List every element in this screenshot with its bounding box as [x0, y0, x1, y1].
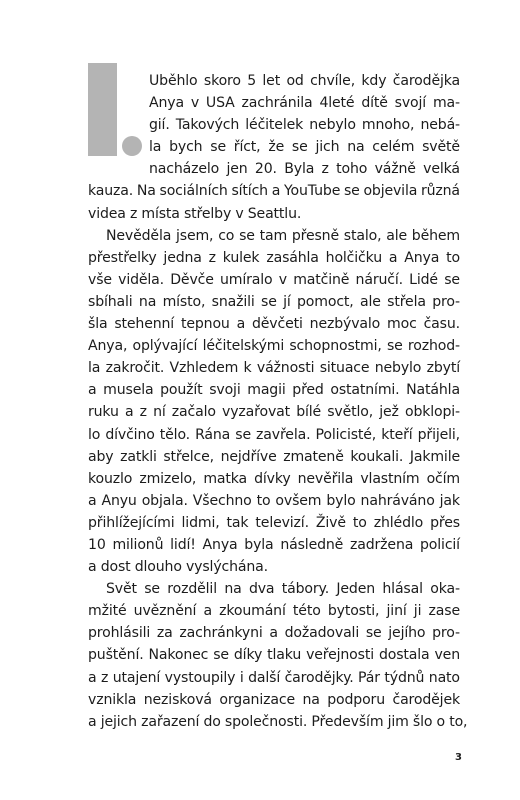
text-line — [88, 689, 460, 711]
word: co — [218, 227, 235, 244]
word: ale — [360, 293, 381, 310]
word: sítích — [231, 183, 268, 200]
word: se — [291, 139, 308, 156]
word: děvčeti — [251, 316, 303, 333]
word: jí — [283, 293, 291, 310]
word: i — [239, 669, 244, 686]
word: bych — [169, 139, 203, 156]
word: gií. — [149, 117, 170, 134]
word: a — [88, 669, 97, 686]
word: a — [271, 183, 281, 200]
word: musela — [103, 382, 154, 399]
text-line — [88, 114, 460, 136]
word: vyslýchána. — [185, 559, 268, 576]
word: vyzařovat — [222, 404, 291, 421]
text-line — [88, 158, 460, 180]
text-line — [88, 247, 460, 269]
word: čarodějka — [392, 73, 460, 89]
word: zmateně — [283, 448, 344, 465]
word: náručí. — [355, 271, 403, 288]
word: svoji — [209, 382, 241, 399]
word: místo, — [162, 293, 206, 310]
word: z — [208, 249, 216, 266]
word: jejich — [100, 713, 137, 730]
word: dva — [248, 581, 275, 598]
word: dlouho — [134, 559, 182, 576]
word: byla — [244, 536, 274, 553]
word: la — [149, 139, 162, 156]
text-line — [88, 424, 460, 446]
word: lo — [88, 426, 101, 443]
word: očím — [426, 470, 460, 487]
word: z — [321, 161, 329, 178]
word: milionů — [112, 536, 164, 553]
word: na — [347, 139, 365, 156]
word: jež — [379, 404, 399, 421]
word: z — [129, 205, 138, 222]
text-line — [88, 225, 460, 247]
word: na — [224, 581, 242, 598]
word: Na — [136, 183, 156, 200]
word: Nevěděla — [106, 227, 172, 244]
word: mžité — [88, 603, 127, 620]
word: vlastním — [360, 470, 420, 487]
word: 10 — [88, 536, 106, 553]
word: nacházelo — [149, 161, 220, 178]
word: vážnosti — [256, 360, 315, 377]
word: léčitelek — [245, 117, 304, 134]
text-line — [88, 622, 460, 644]
word: a — [124, 404, 134, 421]
word: dostala — [378, 647, 430, 664]
word: přes — [430, 514, 460, 531]
word: říct, — [233, 139, 261, 156]
word: o — [436, 713, 446, 730]
word: zmizelo, — [139, 470, 197, 487]
word: se — [213, 647, 229, 664]
word: rozhod- — [407, 338, 460, 355]
word: kdy — [361, 73, 387, 89]
word: nezbývalo — [309, 316, 381, 333]
word: Děvče — [170, 271, 214, 288]
word: zbytí — [426, 360, 460, 377]
word: času. — [423, 316, 460, 333]
word: že — [268, 139, 285, 156]
word: ma- — [432, 95, 460, 112]
word: světlo, — [327, 404, 374, 421]
word: USA — [205, 95, 235, 112]
word: Anya — [404, 249, 440, 266]
word: toho — [336, 161, 368, 178]
word: nejdříve — [220, 448, 277, 465]
word: Takových — [175, 117, 240, 134]
word: matka — [203, 470, 248, 487]
word: prohlásili — [88, 625, 151, 642]
word: nebylo — [309, 117, 356, 134]
word: střelce, — [163, 448, 214, 465]
word: objala. — [141, 492, 188, 509]
word: aby — [88, 448, 114, 465]
text-line — [88, 644, 460, 666]
text-line — [88, 556, 460, 578]
word: světě — [422, 139, 460, 156]
word: Anyu — [101, 492, 137, 509]
word: veřejnosti — [306, 647, 374, 664]
word: vše — [88, 271, 112, 288]
word: holčičku — [325, 249, 383, 266]
word: a — [88, 559, 97, 576]
word: od — [286, 73, 304, 89]
word: 20. — [254, 161, 277, 178]
word: společnosti. — [224, 713, 308, 730]
word: oka- — [430, 581, 460, 598]
word: Svět — [106, 581, 137, 598]
word: Jeden — [336, 581, 376, 598]
word: Seattlu. — [247, 205, 302, 222]
word: na — [302, 691, 320, 708]
word: uvěznění — [133, 603, 197, 620]
word: jim — [387, 713, 409, 730]
text-line — [88, 711, 468, 733]
word: díky — [233, 647, 263, 664]
word: koukali. — [350, 448, 404, 465]
word: YouTube — [283, 183, 341, 200]
word: jich — [315, 139, 340, 156]
word: čarodějek — [392, 691, 460, 708]
word: zasáhla — [266, 249, 319, 266]
word: nebá- — [420, 117, 460, 134]
word: organizace — [219, 691, 295, 708]
word: v — [235, 205, 244, 222]
word: přestřelky — [88, 249, 157, 266]
text-line — [88, 401, 460, 423]
word: umíralo — [220, 271, 273, 288]
word: Všechno — [192, 492, 252, 509]
word: bylo — [326, 492, 356, 509]
word: této — [292, 603, 321, 620]
word: na — [138, 293, 157, 310]
word: matčině — [293, 271, 350, 288]
word: la — [88, 360, 101, 377]
word: se — [235, 426, 251, 443]
word: a — [88, 382, 97, 399]
word: zhlédlo — [373, 514, 424, 531]
text-line — [88, 70, 460, 92]
text-line — [88, 203, 460, 225]
word: ven — [434, 647, 460, 664]
word: stehenní — [114, 316, 175, 333]
word: puštění. — [88, 647, 144, 664]
word: z — [139, 404, 147, 421]
text-line — [88, 534, 460, 556]
word: nevěřila — [297, 470, 354, 487]
word: Především — [311, 713, 384, 730]
word: do — [203, 713, 221, 730]
word: během — [411, 227, 460, 244]
word: situace — [319, 360, 370, 377]
word: mnoho, — [361, 117, 415, 134]
word: zatkli — [120, 448, 157, 465]
word: 4leté — [319, 95, 355, 112]
word: jiní — [386, 603, 407, 620]
word: nato — [428, 669, 460, 686]
word: se — [365, 625, 382, 642]
text-line — [88, 667, 460, 689]
word: hlásal — [382, 581, 423, 598]
word: Uběhlo — [149, 73, 198, 89]
word: nebylo — [374, 360, 422, 377]
word: zkoumání — [219, 603, 286, 620]
word: utajení — [112, 669, 161, 686]
word: z — [100, 669, 109, 686]
word: kouzlo — [88, 470, 133, 487]
text-line — [88, 578, 460, 600]
word: televizí. — [255, 514, 309, 531]
text-line — [88, 180, 460, 202]
word: léčitelskými — [202, 338, 285, 355]
word: ruku — [88, 404, 119, 421]
text-line — [88, 92, 460, 114]
text-line — [88, 490, 460, 512]
word: vystoupily — [164, 669, 236, 686]
word: moc — [387, 316, 417, 333]
text-line — [88, 136, 460, 158]
word: objevila — [363, 183, 418, 200]
word: Byla — [284, 161, 315, 178]
word: Natáhla — [406, 382, 460, 399]
word: zachránkyni — [179, 625, 263, 642]
word: sociálních — [159, 183, 228, 200]
word: před — [292, 382, 324, 399]
text-line — [88, 600, 460, 622]
word: to — [352, 514, 367, 531]
word: ní — [153, 404, 166, 421]
word: místa — [141, 205, 180, 222]
word: přesně — [291, 227, 339, 244]
word: pro- — [432, 625, 460, 642]
word: různá — [420, 183, 460, 200]
word: jsem, — [176, 227, 214, 244]
word: se — [261, 293, 277, 310]
word: Pár — [358, 669, 380, 686]
word: Nakonec — [148, 647, 209, 664]
text-line — [88, 269, 460, 291]
word: ostatními. — [330, 382, 400, 399]
text-line — [88, 313, 460, 335]
word: dívky — [254, 470, 291, 487]
page-number: 3 — [455, 752, 462, 763]
word: nezisková — [143, 691, 212, 708]
word: pomoct, — [297, 293, 354, 310]
word: zakročit. — [105, 360, 165, 377]
word: ovšem — [275, 492, 322, 509]
word: snažili — [211, 293, 255, 310]
text-line — [88, 468, 460, 490]
word: videa — [88, 205, 126, 222]
word: dítě — [361, 95, 388, 112]
word: v — [190, 95, 200, 112]
word: obklopi- — [404, 404, 460, 421]
word: Anya — [149, 95, 184, 112]
word: skoro — [203, 73, 241, 89]
word: Rána — [195, 426, 231, 443]
word: následně — [280, 536, 344, 553]
word: jen — [226, 161, 248, 178]
word: tak — [226, 514, 249, 531]
word: v — [278, 271, 287, 288]
word: viděla. — [118, 271, 164, 288]
word: bytosti, — [327, 603, 380, 620]
word: 5 — [247, 73, 257, 89]
word: Živě — [315, 514, 346, 531]
word: a — [88, 713, 97, 730]
text-line — [88, 291, 460, 313]
word: zadržena — [350, 536, 414, 553]
word: Policisté, — [315, 426, 377, 443]
word: vážně — [374, 161, 416, 178]
word: stalo, — [343, 227, 382, 244]
word: a — [236, 316, 246, 333]
word: policií — [420, 536, 460, 553]
word: lidmi, — [181, 514, 220, 531]
word: tlaku — [267, 647, 302, 664]
word: kulek — [222, 249, 260, 266]
word: se — [210, 139, 226, 156]
word: přijeli, — [417, 426, 460, 443]
text-line — [88, 379, 460, 401]
word: dost — [100, 559, 131, 576]
word: kteří — [381, 426, 413, 443]
word: jedna — [163, 249, 202, 266]
word: střela — [387, 293, 426, 310]
word: použít — [160, 382, 203, 399]
word: magii — [247, 382, 286, 399]
word: kauza. — [88, 183, 134, 200]
word: jak — [439, 492, 460, 509]
text-line — [88, 335, 460, 357]
word: zachránila — [241, 95, 313, 112]
word: let — [262, 73, 281, 89]
word: to, — [449, 713, 468, 730]
word: střelby — [183, 205, 232, 222]
text-line — [88, 357, 460, 379]
word: se — [444, 271, 460, 288]
word: pro- — [432, 293, 460, 310]
word: Anya — [202, 536, 238, 553]
word: tepnou — [180, 316, 230, 333]
word: ji — [413, 603, 422, 620]
word: dívčino — [105, 426, 155, 443]
word: Vzhledem — [169, 360, 239, 377]
word: za — [156, 625, 173, 642]
word: zase — [428, 603, 460, 620]
word: podporu — [327, 691, 385, 708]
word: Jakmile — [409, 448, 460, 465]
word: šlo — [412, 713, 433, 730]
word: sbíhali — [88, 293, 133, 310]
word: a — [203, 603, 212, 620]
word: se — [343, 183, 360, 200]
word: se — [144, 581, 160, 598]
word: zařazení — [141, 713, 200, 730]
word: lidí! — [170, 536, 196, 553]
word: bílé — [296, 404, 322, 421]
word: Anya, — [88, 338, 128, 355]
text-line — [88, 512, 460, 534]
word: to — [446, 249, 460, 266]
word: schopnostmi, — [289, 338, 382, 355]
word: chvíle, — [310, 73, 356, 89]
word: oplývající — [132, 338, 198, 355]
word: a — [88, 492, 97, 509]
word: a — [269, 625, 278, 642]
word: dožadovali — [284, 625, 360, 642]
body-text — [88, 70, 468, 733]
text-line — [88, 446, 460, 468]
word: a — [388, 249, 398, 266]
word: tělo. — [159, 426, 190, 443]
word: tam — [259, 227, 288, 244]
word: vznikla — [88, 691, 137, 708]
word: nahráváno — [360, 492, 435, 509]
word: týdnů — [384, 669, 425, 686]
word: svojí — [394, 95, 427, 112]
word: zavřela. — [256, 426, 311, 443]
word: další — [248, 669, 281, 686]
word: šla — [88, 316, 108, 333]
word: celém — [372, 139, 415, 156]
word: čarodějky. — [284, 669, 354, 686]
word: jejího — [388, 625, 426, 642]
word: velká — [423, 161, 460, 178]
word: se — [239, 227, 255, 244]
word: tábory. — [281, 581, 330, 598]
word: začalo — [171, 404, 216, 421]
word: to — [256, 492, 271, 509]
word: Lidé — [409, 271, 438, 288]
word: k — [243, 360, 252, 377]
word: rozdělil — [167, 581, 217, 598]
word: ale — [386, 227, 407, 244]
word: přihlížejícími — [88, 514, 175, 531]
word: se — [386, 338, 403, 355]
